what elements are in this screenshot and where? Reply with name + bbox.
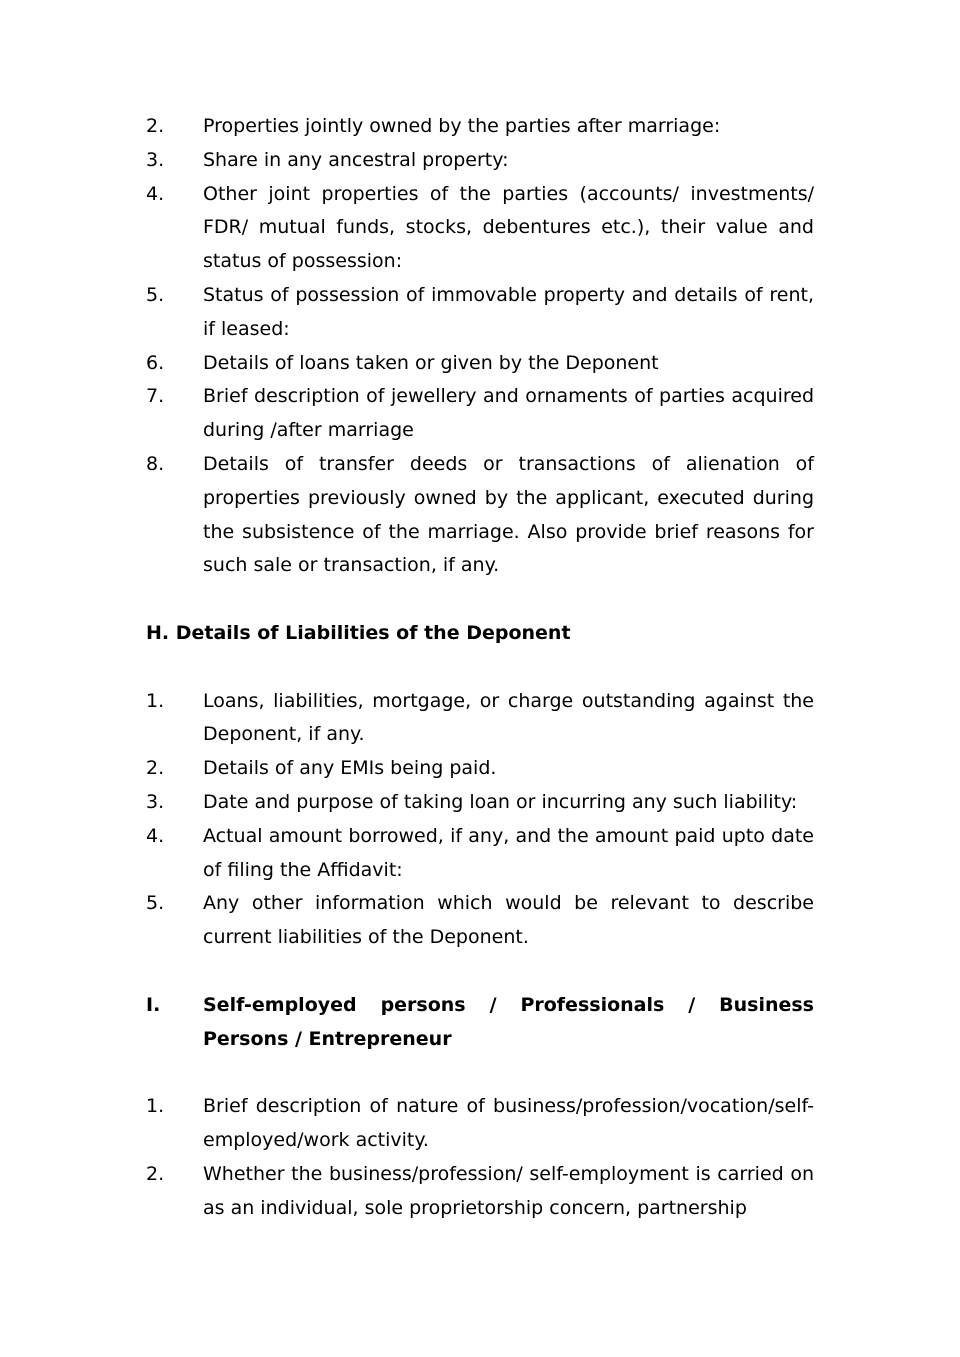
section-h-heading: H. Details of Liabilities of the Deponent [146,621,571,644]
list-item-number: 2. [146,115,165,137]
section-i-title: Self-employed persons / Professionals / Business Persons / Entrepreneur [203,993,814,1050]
list-item-text: Details of any EMIs being paid. [203,757,497,780]
list-item-text: Brief description of jewellery and ornaments of parties acquired during /after marriage [203,385,814,442]
list-item [146,1090,814,1158]
list-item [146,110,814,144]
list-item-text: Brief description of nature of business/profession/vocation/self-employed/work activity. [203,1095,814,1151]
list-item [146,820,814,888]
list-item-number: 6. [146,351,165,374]
section-i-heading [146,989,814,1057]
list-item-text: Details of transfer deeds or transactions of alienation of properties previously owned by the applicant, executed during the subsistence of the marriage. Also provide brief reasons for such sale or transaction, if any. [203,452,814,577]
list-item-number: 2. [146,1162,165,1185]
document-page [146,110,814,1225]
list-item-text: Share in any ancestral property: [203,148,509,171]
spacer [146,955,814,989]
spacer [146,651,814,685]
list-item-text: Whether the business/profession/ self-employment is carried on as an individual, sole proprietorship concern, partnership [203,1162,814,1219]
list-item-text: Status of possession of immovable property and details of rent, if leased: [203,283,814,340]
list-item-number: 1. [146,1095,165,1118]
list-item [146,144,814,178]
list-item [146,786,814,820]
list-item-number: 8. [146,452,165,475]
section-g-list [146,110,814,583]
list-item [146,1158,814,1226]
section-i-list [146,1090,814,1225]
list-item-number: 3. [146,148,165,171]
section-i-number: I. [146,993,161,1016]
list-item-text: Actual amount borrowed, if any, and the amount paid upto date of filing the Affidavit: [203,824,814,881]
list-item [146,685,814,753]
list-item-text: Other joint properties of the parties (accounts/ investments/ FDR/ mutual funds, stocks, debentures etc.), their value and status of possession: [203,182,814,273]
list-item-text: Any other information which would be relevant to describe current liabilities of the Deponent. [203,892,814,949]
list-item-number: 4. [146,824,165,847]
list-item-number: 4. [146,182,165,205]
list-item-number: 5. [146,892,165,915]
list-item [146,448,814,583]
list-item-text: Details of loans taken or given by the Deponent [203,351,659,374]
list-item [146,178,814,279]
spacer [146,583,814,617]
list-item-number: 1. [146,689,165,712]
list-item [146,887,814,955]
list-item-number: 5. [146,283,165,306]
section-h-list [146,685,814,955]
spacer [146,1056,814,1090]
list-item-text: Properties jointly owned by the parties after marriage: [203,115,721,137]
list-item [146,279,814,347]
list-item-number: 7. [146,385,165,408]
list-item [146,752,814,786]
list-item [146,347,814,381]
list-item-text: Date and purpose of taking loan or incurring any such liability: [203,790,798,813]
list-item-number: 3. [146,790,165,813]
list-item-number: 2. [146,757,165,780]
list-item-text: Loans, liabilities, mortgage, or charge outstanding against the Deponent, if any. [203,689,814,746]
list-item [146,380,814,448]
